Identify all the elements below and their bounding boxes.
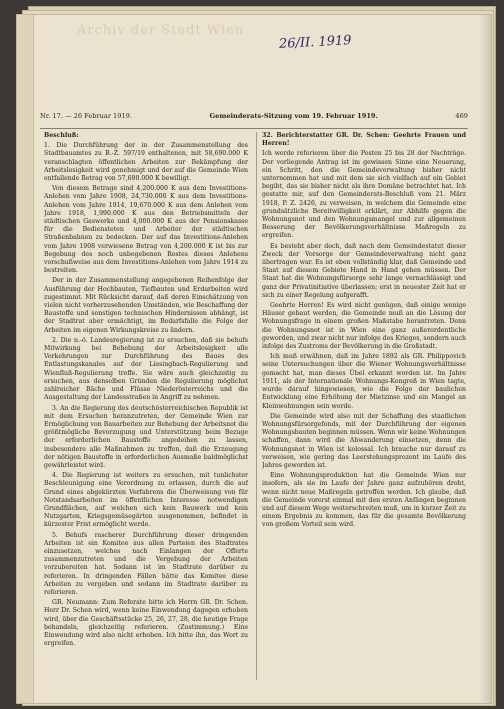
paragraph: Von diesem Betrage sind 4,200.000 K aus dem Investitions-Anlehen vom Jahre 1908, 24,730.000 K aus dem Investitions-Anlehen vom Jahre 1914, 19,670.000 K aus dem Anlehen vom Jahre 1918, 1,990.000 K aus den Betriebsmitteln der städtischen Gaswerke und 4,000.000 K aus der Pensionskasse für die Bediensteten und Arbeiter der städtischen Straßenbahnen zu bedecken. Der auf das Investitions-Anlehen vom Jahre 1908 verwiesene Betrag von 4,200.000 K ist bis zur Begebung des noch unbegebenen Restes dieses Anlehens vorschußweise aus dem Investitions-Anlehen vom Jahre 1914 zu bestreiten. — [44, 185, 248, 275]
paragraph: Es besteht aber doch, daß nach dem Gemeindestatut dieser Zweck der Vorsorge der Gemeindeverwaltung nicht ganz übertragen war. Es ist eben vollständig klar, daß Gemeinde und Staat auf diesem Gebiete Hand in Hand gehen müssen. Der Staat hat die Wohnungsfürsorge sehr lange vernachlässigt und ganz der Privatinitiative überlassen; erst in neuester Zeit hat er sich zu einer Regelung aufgerafft. — [262, 242, 466, 299]
header-issue: Nr. 17. — 26 Februar 1919. — [40, 112, 132, 120]
paragraph: 5. Behufs rascherer Durchführung dieser dringenden Arbeiten ist ein Komitee aus allen Parteien des Stadtrates einzusetzen, welches nach Einlangen der Offerte zusammenzutreten und die Vergebung der Arbeiten vorzubereiten hat. Sodann ist im Stadtrate darüber zu referieren. In dringenden Fällen hätte das Komitee diese Arbeiten zu vergeben und sodann im Stadtrate darüber zu referieren. — [44, 531, 248, 596]
paragraph: Ich muß erwähnen, daß im Jahre 1892 als GR. Philippovich seine Untersuchungen über die Wiener Wohnungsverhältnisse gemacht hat, man dieses Übel erkannt worden ist. Im Jahre 1911, als der Internationale Wohnungs-Kongreß in Wien tagte, wurde darauf hingewiesen, wie die Folge der baulichen Entwicklung eine Erhöhung der Mietzinse und ein Mangel an Kleinwohnungen sein werde. — [262, 353, 466, 410]
paragraph: Eine Wohnungsproduktion hat die Gemeinde Wien nur insofern, als sie im Laufe der Jahre ganz aufzuhören droht, wenn nicht neue Maßregeln getroffen werden. Ich glaube, daß die Gemeinde vorerst einmal mit den ersten Anfängen beginnen und auf diesem Wege weiterschreiten muß, um in kurzer Zeit zu einem Ergebnis zu kommen, das für die gesamte Bevölkerung von großem Vorteil sein wird. — [262, 472, 466, 529]
right-column — [262, 132, 466, 680]
speaker-heading: 32. Berichterstatter GR. Dr. Schen: Geehrte Frauen und Herren! — [262, 132, 466, 148]
paragraph: 3. An die Regierung des deutschösterreichischen Republik ist mit dem Ersuchen heranzutreten, der Gemeinde Wien zur Ermöglichung von Bauarbeiten zur Behebung der Arbeitsnot die größtmögliche Bevorzugung und Unterstützung beim Bezuge der erforderlichen Baustoffe angedeihen zu lassen, insbesondere alle Maßnahmen zu treffen, daß die Erzeugung der nötigen Baustoffe in erforderlichen Ausmaße baldmöglichst gewährleistet wird. — [44, 404, 248, 469]
ghost-stamp: Archiv der Stadt Wien — [77, 23, 245, 38]
header-session: Gemeinderats-Sitzung vom 19. Februar 1919. — [209, 112, 378, 120]
paragraph: GR. Neumann: Zum Referate bitte ich Herrn GR. Dr. Schen. Herr Dr. Schen wird, wenn keine Einwendung dagegen erhoben wird, über die Geschäftsstücke 25, 26, 27, 28, die heutige Frage behandeln, gleichzeitig referieren. (Zustimmung.) Eine Einwendung wird also nicht erhoben. Ich bitte ihn, das Wort zu ergreifen. — [44, 599, 248, 648]
resolution-heading: Beschluß: — [44, 132, 79, 139]
page-edge-shadow — [479, 15, 491, 703]
left-column — [44, 132, 248, 680]
paragraph: 2. Die n.-ö. Landesregierung ist zu ersuchen, daß sie behufs Mitwirkung bei Behebung der Arbeitslosigkeit alle Vorkehrungen zur Durchführung des Baues des Entlastungskanales auf der Liesingbach-Regulierung und Wienfluß-Regulierung treffe. Sie wäre auch gleichzeitig zu ersuchen, aus denselben Gründen die Regulierung möglichst zahlreicher Bäche und Flüsse Niederösterreichs und die Ausgestaltung der Landesstraßen in Angriff zu nehmen. — [44, 336, 248, 402]
paragraph: 4. Die Regierung ist weiters zu ersuchen, mit tunlichster Beschleunigung eine Verordnung zu erlassen, durch die auf Grund eines abgekürzten Verfahrens die Überweisung von für Notstandsarbeiten im öffentlichen Interesse notwendigen Grundflächen, auf welchen sich kein Bauwerk und kein Nutzgarten, Kriegsgemüsegärten ausgenommen, befindet in kürzester Frist ermöglicht werde. — [44, 472, 248, 529]
handwritten-date: 26/II. 1919 — [278, 33, 352, 52]
paragraph: 1. Die Durchführung der in der Zusammenstellung des Stadtbauamtes zu B.-Z. 597/19 enthaltenen, mit 58,690.000 K veranschlagten öffentlichen Arbeiten zur Bekämpfung der Arbeitslosigkeit wird genehmigt und der auf die Gemeinde Wien entfallende Betrag von 57,690.000 K bewilligt. — [44, 142, 248, 183]
paragraph: Ich werde referieren über die Posten 25 bis 28 der Nachträge. Der vorliegende Antrag ist im gewissen Sinne eine Neuerung, ein Schritt, den die Gemeindeverwaltung bisher nicht unternommen hat und mit dem sie sich vielfach auf ein Gebiet begibt, das sie bisher nicht als ihre Domäne betrachtet hat. Ich gestatte mir, auf den Gemeinderats-Beschluß vom 21. März 1918, P. Z. 2426, zu verweisen, in welchem die Gemeinde eine grundsätzliche Bereitwilligkeit erklärt, zur Abhilfe gegen die Wohnungsnot und den Wohnungsmangel und zur allgemeinen Besserung der Bevölkerungsverhältnisse Maßregeln zu ergreifen. — [262, 150, 466, 240]
paragraph: Geehrte Herren! Es wird nicht genügen, daß einige wenige Häuser gebaut werden, die Gemeinde muß an die Lösung der Wohnungsfrage in einem großen Maßstabe herantreten. Denn die Wohnungsnot ist in Wien eine ganz außerordentliche geworden, und zwar nicht nur infolge des Krieges, sondern auch infolge des Zustroms der Bevölkerung in die Großstadt. — [262, 302, 466, 351]
page-header — [40, 112, 468, 129]
paragraph: Die Gemeinde wird also mit der Schaffung des staatlichen Wohnungsfürsorgefonds, mit der Durchführung der eigenen Wohnungsbauten beginnen müssen. Wenn wir keine Wohnungen schaffen, dann wird die Abwanderung einsetzen, denn die Wohnungsnot in Wien ist kolossal. Ich brauche nur darauf zu verweisen, wie gering das Leerstehungsprozent im Laufe des Jahres geworden ist. — [262, 412, 466, 469]
binding-margin — [17, 15, 34, 703]
column-divider — [256, 132, 257, 680]
paragraph: Der in der Zusammenstellung angegebenen Reihenfolge der Ausführung der Hochbauten, Tiefbauten und Erdarbeiten wird zugestimmt. Mit Rücksicht darauf, daß deren Einschätzung von vielen nicht vorherzusehenden Umständen, wie Beschaffung der Baustoffe und sonstigen technischen Hindernissen abhängt, ist der Stadtrat aber ermächtigt, im Bedarfsfalle die Folge der Arbeiten im eigenen Wirkungskreise zu ändern. — [44, 277, 248, 334]
header-page-number: 469 — [455, 112, 468, 120]
